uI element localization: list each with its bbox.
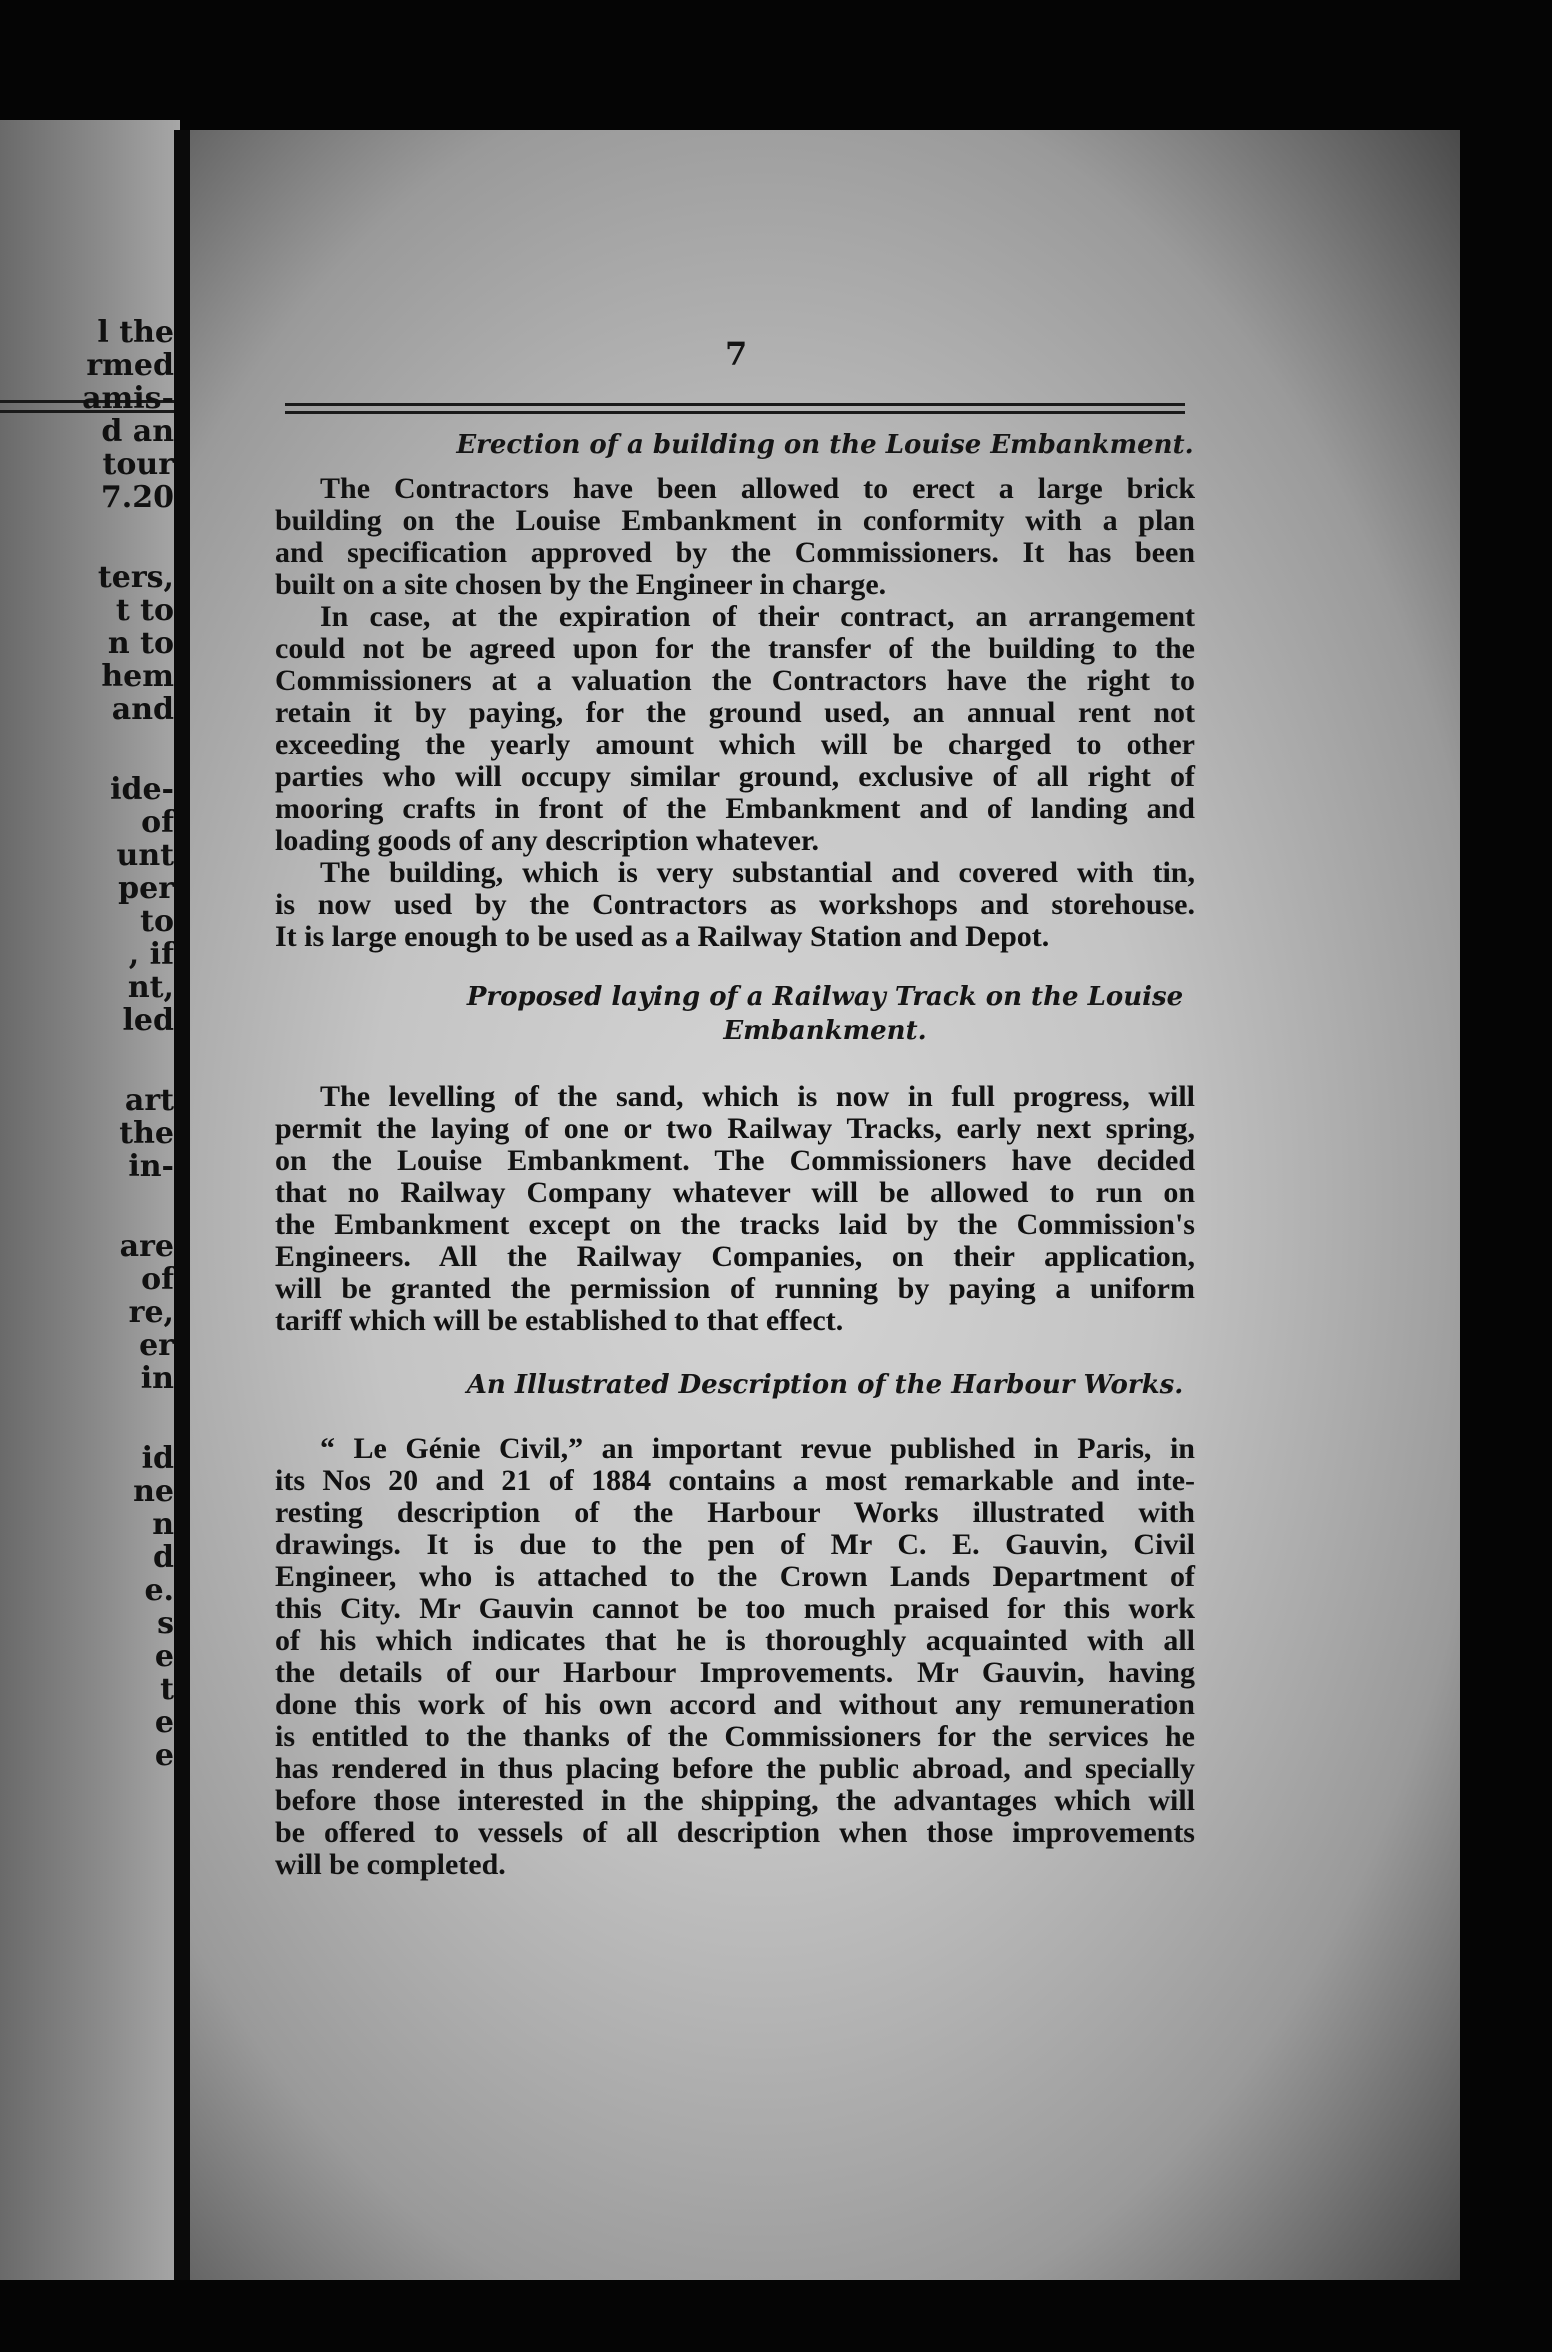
text-line: The Contractors have been allowed to erect a large brick — [320, 472, 1195, 505]
adjacent-page-line: led — [122, 1003, 174, 1038]
section-heading: Erection of a building on the Louise Embankment. — [456, 430, 1194, 460]
adjacent-page-line: in — [140, 1361, 174, 1396]
adjacent-page-line: e — [154, 1639, 174, 1674]
text-line: Commissioners at a valuation the Contractors have the right to — [275, 664, 1195, 697]
text-line: The levelling of the sand, which is now in full progress, will — [320, 1080, 1195, 1113]
text-line: In case, at the expiration of their contract, an arrangement — [320, 600, 1195, 633]
adjacent-page-line: 7.20 — [100, 480, 174, 515]
adjacent-page-line: ters, — [97, 560, 174, 595]
adjacent-page-line: ide- — [110, 772, 174, 807]
text-line: Engineer, who is attached to the Crown Lands Department of — [275, 1560, 1195, 1593]
header-rule-top — [285, 403, 1185, 406]
text-line: has rendered in thus placing before the public abroad, and specially — [275, 1752, 1195, 1785]
text-line: this City. Mr Gauvin cannot be too much praised for this work — [275, 1592, 1195, 1625]
adjacent-page-line: tour — [102, 447, 174, 482]
text-line: permit the laying of one or two Railway Tracks, early next spring, — [275, 1112, 1195, 1145]
adjacent-page-line: are — [119, 1229, 174, 1264]
adjacent-page-line: t — [160, 1672, 174, 1707]
adjacent-page-line: , if — [128, 937, 174, 972]
text-line: loading goods of any description whatever. — [275, 824, 819, 857]
adjacent-page-line: nt, — [127, 970, 174, 1005]
text-line: will be completed. — [275, 1848, 506, 1881]
adjacent-page-fragment — [0, 120, 180, 2280]
adjacent-page-line: and — [111, 692, 174, 727]
text-line: the Embankment except on the tracks laid by the Commission's — [275, 1208, 1195, 1241]
text-line: mooring crafts in front of the Embankment and of landing and — [275, 792, 1195, 825]
adjacent-page-line: amis- — [82, 381, 174, 416]
document-page — [190, 130, 1460, 2280]
text-line: retain it by paying, for the ground used, an annual rent not — [275, 696, 1195, 729]
section-heading: Embankment. — [723, 1016, 927, 1046]
text-line: The building, which is very substantial and covered with tin, — [320, 856, 1195, 889]
adjacent-page-line: art — [124, 1083, 174, 1118]
adjacent-page-line: d an — [101, 414, 174, 449]
text-line: building on the Louise Embankment in conformity with a plan — [275, 504, 1195, 537]
page-number: 7 — [725, 335, 748, 373]
adjacent-page-line: s — [157, 1606, 174, 1641]
text-line: It is large enough to be used as a Railway Station and Depot. — [275, 920, 1050, 953]
adjacent-page-line: rmed — [86, 348, 174, 383]
header-rule-bottom — [285, 411, 1185, 414]
adjacent-page-line: per — [118, 871, 174, 906]
text-line: that no Railway Company whatever will be allowed to run on — [275, 1176, 1195, 1209]
text-line: done this work of his own accord and without any remuneration — [275, 1688, 1195, 1721]
adjacent-page-line: e. — [144, 1573, 174, 1608]
text-line: is entitled to the thanks of the Commissioners for the services he — [275, 1720, 1195, 1753]
text-line: the details of our Harbour Improvements. Mr Gauvin, having — [275, 1656, 1195, 1689]
adjacent-page-line: l the — [97, 315, 174, 350]
text-line: built on a site chosen by the Engineer in charge. — [275, 568, 887, 601]
text-line: on the Louise Embankment. The Commissioners have decided — [275, 1144, 1195, 1177]
adjacent-page-line: er — [139, 1328, 174, 1363]
adjacent-page-line: ne — [133, 1474, 174, 1509]
adjacent-page-line: to — [140, 904, 174, 939]
section-heading: An Illustrated Description of the Harbour Works. — [466, 1370, 1184, 1400]
adjacent-page-line: t to — [115, 593, 174, 628]
adjacent-page-line: id — [141, 1441, 174, 1476]
adjacent-page-line: in- — [128, 1149, 174, 1184]
text-line: parties who will occupy similar ground, exclusive of all right of — [275, 760, 1195, 793]
adjacent-page-line: n — [152, 1507, 174, 1542]
text-line: before those interested in the shipping, the advantages which will — [275, 1784, 1195, 1817]
text-line: and specification approved by the Commissioners. It has been — [275, 536, 1195, 569]
text-line: be offered to vessels of all description when those improvements — [275, 1816, 1195, 1849]
adjacent-page-line: the — [119, 1116, 174, 1151]
text-line: Engineers. All the Railway Companies, on their application, — [275, 1240, 1195, 1273]
adjacent-page-line: hem — [101, 659, 174, 694]
text-line: its Nos 20 and 21 of 1884 contains a most remarkable and inte- — [275, 1464, 1195, 1497]
text-line: could not be agreed upon for the transfer of the building to the — [275, 632, 1195, 665]
text-line: will be granted the permission of running by paying a uniform — [275, 1272, 1195, 1305]
adjacent-page-line: of — [141, 805, 174, 840]
text-line: of his which indicates that he is thoroughly acquainted with all — [275, 1624, 1195, 1657]
text-line: exceeding the yearly amount which will be charged to other — [275, 728, 1195, 761]
text-line: “ Le Génie Civil,” an important revue published in Paris, in — [320, 1432, 1195, 1465]
adjacent-page-line: n to — [107, 626, 174, 661]
adjacent-page-line: d — [153, 1540, 174, 1575]
adjacent-page-line: re, — [128, 1295, 174, 1330]
adjacent-page-line: unt — [116, 838, 174, 873]
text-line: is now used by the Contractors as workshops and storehouse. — [275, 888, 1195, 921]
adjacent-page-line: e — [154, 1705, 174, 1740]
adjacent-page-line: e — [154, 1738, 174, 1773]
text-line: tariff which will be established to that effect. — [275, 1304, 844, 1337]
section-heading: Proposed laying of a Railway Track on the Louise — [466, 982, 1184, 1012]
adjacent-page-line: of — [141, 1262, 174, 1297]
text-line: resting description of the Harbour Works illustrated with — [275, 1496, 1195, 1529]
text-line: drawings. It is due to the pen of Mr C. E. Gauvin, Civil — [275, 1528, 1195, 1561]
